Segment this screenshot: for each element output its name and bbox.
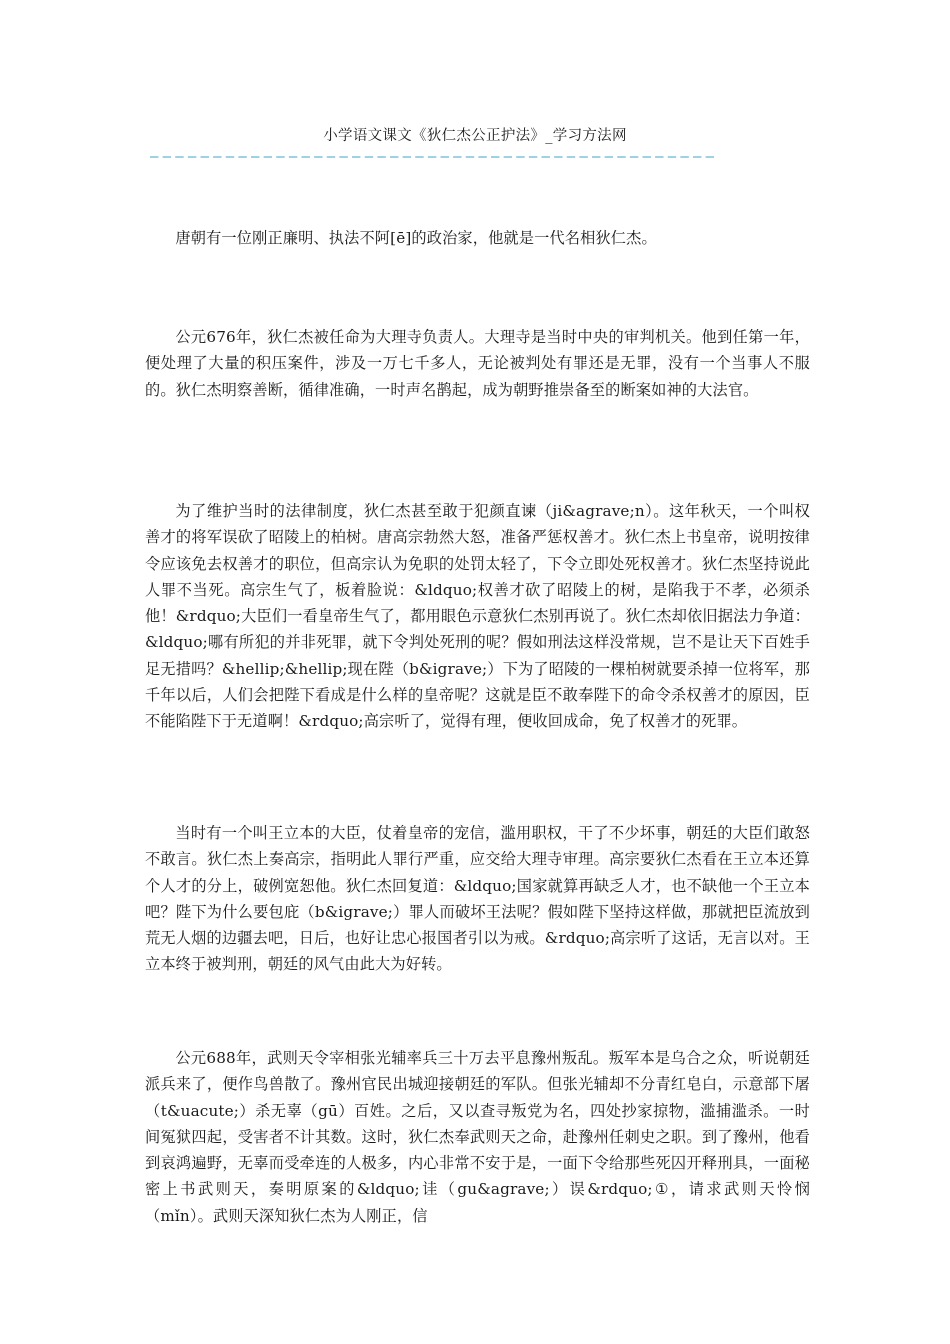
title-divider: —————————————————————————————————————————————	[150, 150, 719, 164]
paragraph-intro: 唐朝有一位刚正廉明、执法不阿[ē]的政治家，他就是一代名相狄仁杰。	[175, 229, 657, 247]
paragraph-wang-liben: 当时有一个叫王立本的大臣，仗着皇帝的宠信，滥用职权，干了不少坏事，朝廷的大臣们敢怒不敢言。狄仁杰上奏高宗，指明此人罪行严重，应交给大理寺审理。高宗要狄仁杰看在王立本还算个人才的分上，破例宽恕他。狄仁杰回复道：&ldquo;国家就算再缺乏人才，也不缺他一个王立本吧？陛下为什么要包庇（b&igrave;）罪人而破坏王法呢？假如陛下坚持这样做，那就把臣流放到荒无人烟的边疆去吧，日后，也好让忠心报国者引以为戒。&rdquo;高宗听了这话，无言以对。王立本终于被判刑，朝廷的风气由此大为好转。	[145, 824, 810, 974]
paragraph-dali-temple: 公元676年，狄仁杰被任命为大理寺负责人。大理寺是当时中央的审判机关。他到任第一年，便处理了大量的积压案件，涉及一万七千多人，无论被判处有罪还是无罪，没有一个当事人不服的。狄仁杰明察善断，循律准确，一时声名鹊起，成为朝野推崇备至的断案如神的大法官。	[145, 328, 810, 399]
paragraph-yuzhou: 公元688年，武则天令宰相张光辅率兵三十万去平息豫州叛乱。叛军本是乌合之众，听说朝廷派兵来了，便作鸟兽散了。豫州官民出城迎接朝廷的军队。但张光辅却不分青红皂白，示意部下屠（t&uacute;）杀无辜（gū）百姓。之后，又以查寻叛党为名，四处抄家掠物，滥捕滥杀。一时间冤狱四起，受害者不计其数。这时，狄仁杰奉武则天之命，赴豫州任刺史之职。到了豫州，他看到哀鸿遍野，无辜而受牵连的人极多，内心非常不安于是，一面下令给那些死囚开释刑具，一面秘密上书武则天，奏明原案的&ldquo;诖（gu&agrave;）误&rdquo;①，请求武则天怜悯（mǐn）。武则天深知狄仁杰为人刚正，信	[145, 1049, 810, 1225]
paragraph-quan-shancai: 为了维护当时的法律制度，狄仁杰甚至敢于犯颜直谏（ji&agrave;n）。这年秋天，一个叫权善才的将军误砍了昭陵上的柏树。唐高宗勃然大怒，准备严惩权善才。狄仁杰上书皇帝，说明按律令应该免去权善才的职位，但高宗认为免职的处罚太轻了，下令立即处死权善才。狄仁杰坚持说此人罪不当死。高宗生气了，板着脸说：&ldquo;权善才砍了昭陵上的树，是陷我于不孝，必须杀他！&rdquo;大臣们一看皇帝生气了，都用眼色示意狄仁杰别再说了。狄仁杰却依旧据法力争道：&ldquo;哪有所犯的并非死罪，就下令判处死刑的呢？假如刑法这样没常规，岂不是让天下百姓手足无措吗？&hellip;&hellip;现在陛（b&igrave;）下为了昭陵的一棵柏树就要杀掉一位将军，那千年以后，人们会把陛下看成是什么样的皇帝呢？这就是臣不敢奉陛下的命令杀权善才的原因，臣不能陷陛下于无道啊！&rdquo;高宗听了，觉得有理，便收回成命，免了权善才的死罪。	[145, 502, 810, 731]
document-title: 小学语文课文《狄仁杰公正护法》_学习方法网	[323, 128, 627, 144]
